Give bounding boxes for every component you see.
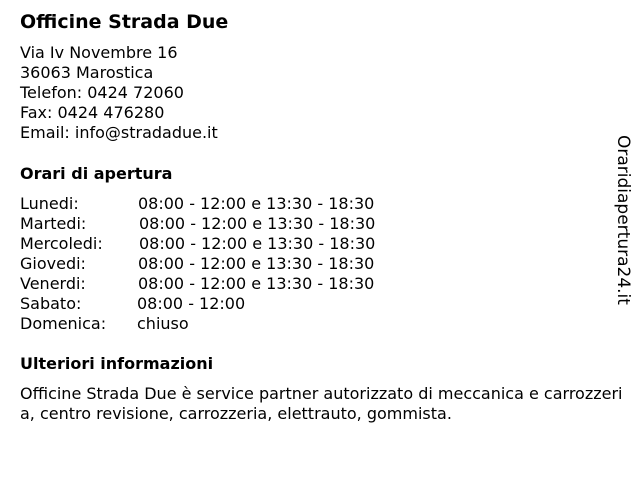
- day-label: Mercoledi:: [20, 234, 103, 253]
- time-range: 08:00 - 12:00 e 13:30 - 18:30: [138, 254, 375, 273]
- day-label: Giovedi:: [20, 254, 86, 273]
- phone-number: Telefon: 0424 72060: [20, 83, 184, 102]
- day-label: Venerdi:: [20, 274, 86, 293]
- day-label: Martedi:: [20, 214, 87, 233]
- day-label: Domenica:: [20, 314, 107, 333]
- email-address: Email: info@stradadue.it: [20, 123, 218, 142]
- time-range: chiuso: [137, 314, 189, 333]
- side-brand-watermark: Oraridiapertura24.it: [613, 135, 633, 305]
- time-range: 08:00 - 12:00 e 13:30 - 18:30: [138, 274, 375, 293]
- additional-info-heading: Ulteriori informazioni: [20, 354, 214, 373]
- page-title: Officine Strada Due: [20, 11, 229, 33]
- time-range: 08:00 - 12:00: [137, 294, 246, 313]
- day-label: Sabato:: [20, 294, 82, 313]
- time-range: 08:00 - 12:00 e 13:30 - 18:30: [139, 234, 376, 253]
- opening-hours-heading: Orari di apertura: [20, 164, 173, 183]
- address-block: [20, 43, 218, 143]
- street-address: Via Iv Novembre 16: [20, 43, 178, 62]
- additional-info-text: Officine Strada Due è service partner autorizzato di meccanica e carrozzeria, centro revisione, carrozzeria, elettrauto, gommista.: [20, 384, 623, 423]
- time-range: 08:00 - 12:00 e 13:30 - 18:30: [139, 214, 376, 233]
- day-label: Lunedi:: [20, 194, 79, 213]
- fax-number: Fax: 0424 476280: [20, 103, 165, 122]
- city-address: 36063 Marostica: [20, 63, 154, 82]
- time-range: 08:00 - 12:00 e 13:30 - 18:30: [138, 194, 375, 213]
